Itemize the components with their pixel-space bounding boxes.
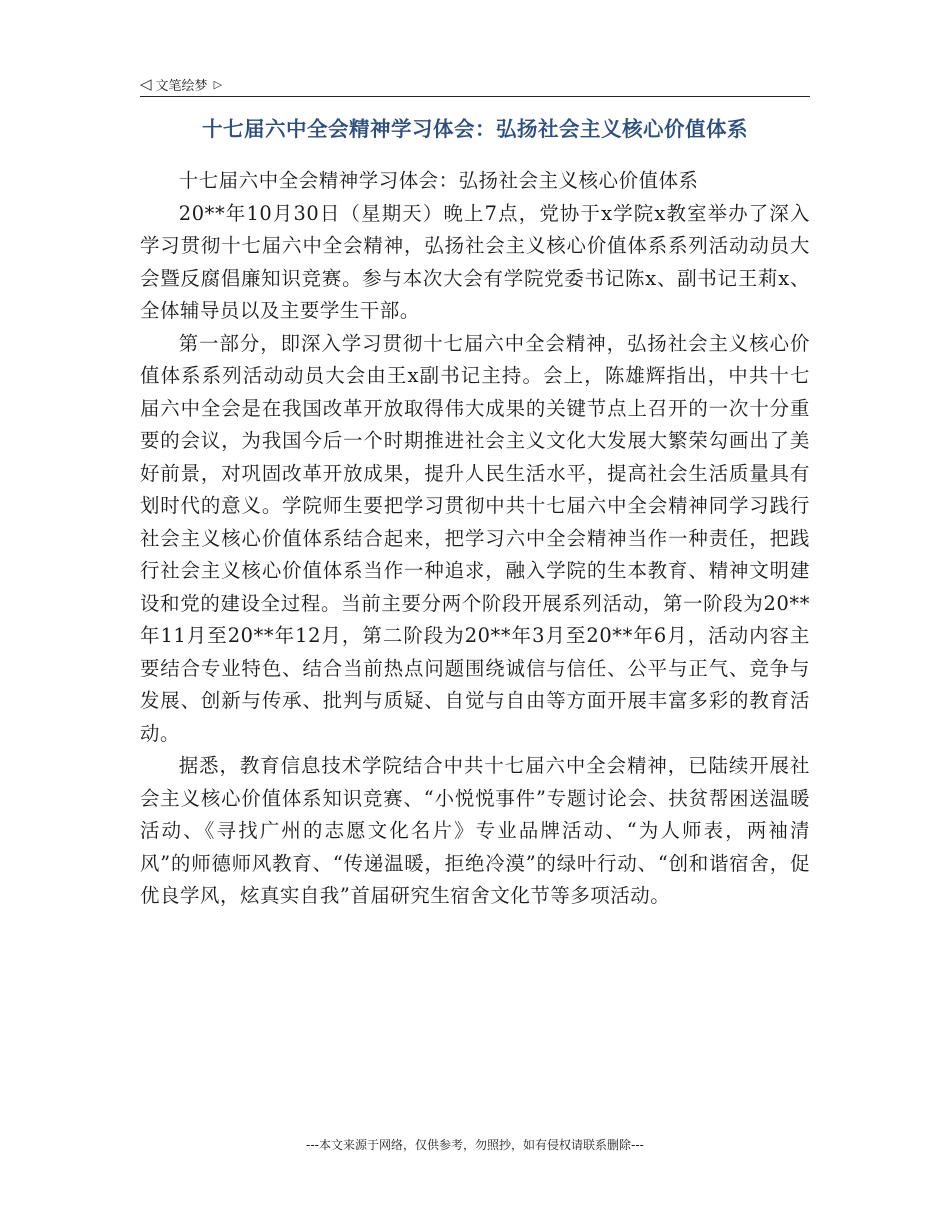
paragraph-activities: 据悉，教育信息技术学院结合中共十七届六中全会精神，已陆续开展社会主义核心价值体系知识竞赛、“小悦悦事件”专题讨论会、扶贫帮困送温暖活动、《寻找广州的志愿文化名片》专业品牌活动、“为人师表，两袖清风”的师德师风教育、“传递温暖，拒绝冷漠”的绿叶行动、“创和谐宿舍，促优良学风，炫真实自我”首届研究生宿舍文化节等多项活动。 <box>140 754 810 907</box>
document-body <box>140 165 810 913</box>
header-label: 文笔绘梦 <box>155 78 208 94</box>
document-title: 十七届六中全会精神学习体会：弘扬社会主义核心价值体系 <box>202 117 748 141</box>
paragraph-part-one: 第一部分，即深入学习贯彻十七届六中全会精神，弘扬社会主义核心价值体系系列活动动员大会由王x副书记主持。会上，陈雄辉指出，中共十七届六中全会是在我国改革开放取得伟大成果的关键节点上召开的一次十分重要的会议，为我国今后一个时期推进社会主义文化大发展大繁荣勾画出了美好前景，对巩固改革开放成果，提升人民生活水平，提高社会生活质量具有划时代的意义。学院师生要把学习贯彻中共十七届六中全会精神同学习践行社会主义核心价值体系结合起来，把学习六中全会精神当作一种责任，把践行社会主义核心价值体系当作一种追求，融入学院的生本教育、精神文明建设和党的建设全过程。当前主要分两个阶段开展系列活动，第一阶段为20**年11月至20**年12月，第二阶段为20**年3月至20**年6月，活动内容主要结合专业特色、结合当前热点问题围绕诚信与信任、公平与正气、竞争与发展、创新与传承、批判与质疑、自觉与自由等方面开展丰富多彩的教育活动。 <box>140 331 810 745</box>
triangle-right-icon: ▷ <box>213 77 223 91</box>
page-header <box>140 72 810 97</box>
footer-disclaimer: ---本文来源于网络，仅供参考，勿照抄，如有侵权请联系删除--- <box>306 1138 644 1152</box>
paragraph-event-intro: 20**年10月30日（星期天）晚上7点，党协于x学院x教室举办了深入学习贯彻十七届六中全会精神，弘扬社会主义核心价值体系系列活动动员大会暨反腐倡廉知识竞赛。参与本次大会有学院党委书记陈x、副书记王莉x、全体辅导员以及主要学生干部。 <box>140 201 810 322</box>
paragraph-subtitle: 十七届六中全会精神学习体会：弘扬社会主义核心价值体系 <box>178 169 699 192</box>
triangle-left-icon: ◁ <box>140 74 152 93</box>
